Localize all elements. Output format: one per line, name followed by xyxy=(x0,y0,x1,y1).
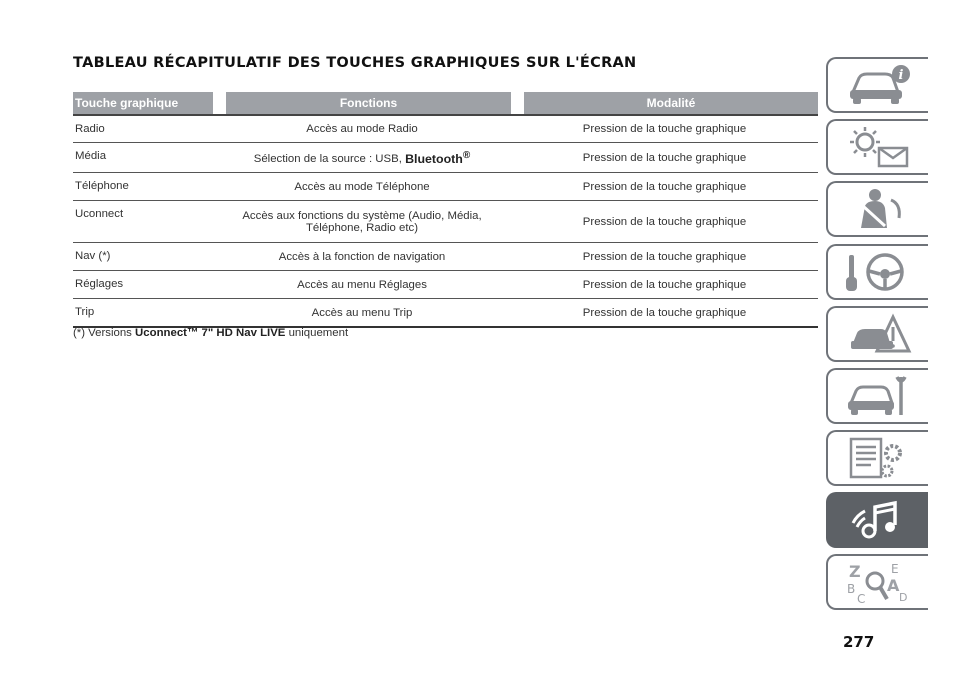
cell-key: Nav (*) xyxy=(75,250,111,262)
technical-data-icon xyxy=(843,435,913,481)
svg-text:C: C xyxy=(857,592,866,605)
cell-mode: Pression de la touche graphique xyxy=(582,215,747,228)
cell-key: Trip xyxy=(75,306,95,318)
warning-triangle-icon xyxy=(843,311,913,357)
tab-safety[interactable] xyxy=(826,181,928,237)
table-row xyxy=(73,116,818,143)
function-text: Accès au menu Réglages xyxy=(297,278,427,291)
registered-mark: ® xyxy=(462,149,471,161)
cell-function xyxy=(213,201,511,242)
header-fonctions: Fonctions xyxy=(226,92,511,114)
cell-mode: Pression de la touche graphique xyxy=(582,250,747,263)
function-text: Accès au mode Radio xyxy=(306,123,418,135)
bluetooth-label xyxy=(405,149,471,166)
tab-technical-data[interactable] xyxy=(826,430,928,486)
page-title: TABLEAU RÉCAPITULATIF DES TOUCHES GRAPHIQUES SUR L'ÉCRAN xyxy=(73,55,637,71)
cell-function xyxy=(213,299,511,326)
cell-function xyxy=(213,173,511,200)
page-number: 277 xyxy=(843,633,875,651)
header-modalite: Modalité xyxy=(524,92,818,114)
multimedia-icon xyxy=(843,497,913,543)
table-row xyxy=(73,299,818,328)
tab-index[interactable] xyxy=(826,554,928,610)
header-touche: Touche graphique xyxy=(73,92,213,114)
cell-key: Radio xyxy=(75,123,105,135)
footnote-prefix: (*) Versions xyxy=(73,327,132,339)
cell-function xyxy=(213,143,511,172)
bluetooth-word: Bluetooth xyxy=(405,151,463,166)
table-row xyxy=(73,271,818,299)
cell-mode: Pression de la touche graphique xyxy=(582,306,747,319)
cell-function xyxy=(213,271,511,298)
car-wrench-icon xyxy=(843,373,913,419)
cell-function xyxy=(213,116,511,142)
svg-text:D: D xyxy=(899,591,908,604)
table-header xyxy=(73,92,818,114)
svg-text:E: E xyxy=(891,562,899,576)
key-steering-wheel-icon xyxy=(843,249,913,295)
tab-maintenance[interactable] xyxy=(826,368,928,424)
alphabetical-index-icon xyxy=(843,559,913,605)
svg-text:Z: Z xyxy=(849,562,861,581)
svg-text:i: i xyxy=(898,68,904,83)
car-info-icon xyxy=(843,62,913,108)
cell-mode: Pression de la touche graphique xyxy=(582,123,747,135)
cell-function xyxy=(213,243,511,270)
cell-mode: Pression de la touche graphique xyxy=(582,278,747,291)
svg-text:A: A xyxy=(887,576,900,595)
tab-car-info[interactable] xyxy=(826,57,928,113)
seatbelt-airbag-icon xyxy=(843,186,913,232)
function-prefix: Sélection de la source : USB, xyxy=(253,153,402,166)
function-line-1: Accès aux fonctions du système (Audio, Média, xyxy=(242,209,482,222)
cell-key: Téléphone xyxy=(75,180,129,192)
cell-key: Média xyxy=(75,150,107,162)
cell-mode: Pression de la touche graphique xyxy=(582,180,747,193)
table-row xyxy=(73,143,818,173)
warning-lights-icon xyxy=(843,124,913,170)
tab-warning-lights[interactable] xyxy=(826,119,928,175)
footnote xyxy=(73,327,348,339)
table-row xyxy=(73,243,818,271)
footnote-suffix: uniquement xyxy=(288,327,349,339)
cell-key: Réglages xyxy=(75,278,124,290)
table-row xyxy=(73,173,818,201)
function-line-2: Téléphone, Radio etc) xyxy=(305,221,419,234)
summary-table xyxy=(73,92,818,328)
footnote-version: Uconnect™ 7" HD Nav LIVE xyxy=(135,327,286,339)
function-text xyxy=(213,149,511,165)
function-text: Accès à la fonction de navigation xyxy=(278,250,446,263)
table-row xyxy=(73,201,818,243)
function-text: Accès au menu Trip xyxy=(311,306,413,319)
cell-mode: Pression de la touche graphique xyxy=(582,151,747,164)
svg-text:B: B xyxy=(847,582,856,596)
tab-starting-driving[interactable] xyxy=(826,244,928,300)
cell-key: Uconnect xyxy=(75,208,124,220)
tab-multimedia[interactable] xyxy=(826,492,928,548)
function-text: Accès au mode Téléphone xyxy=(294,180,430,193)
tab-emergency[interactable] xyxy=(826,306,928,362)
